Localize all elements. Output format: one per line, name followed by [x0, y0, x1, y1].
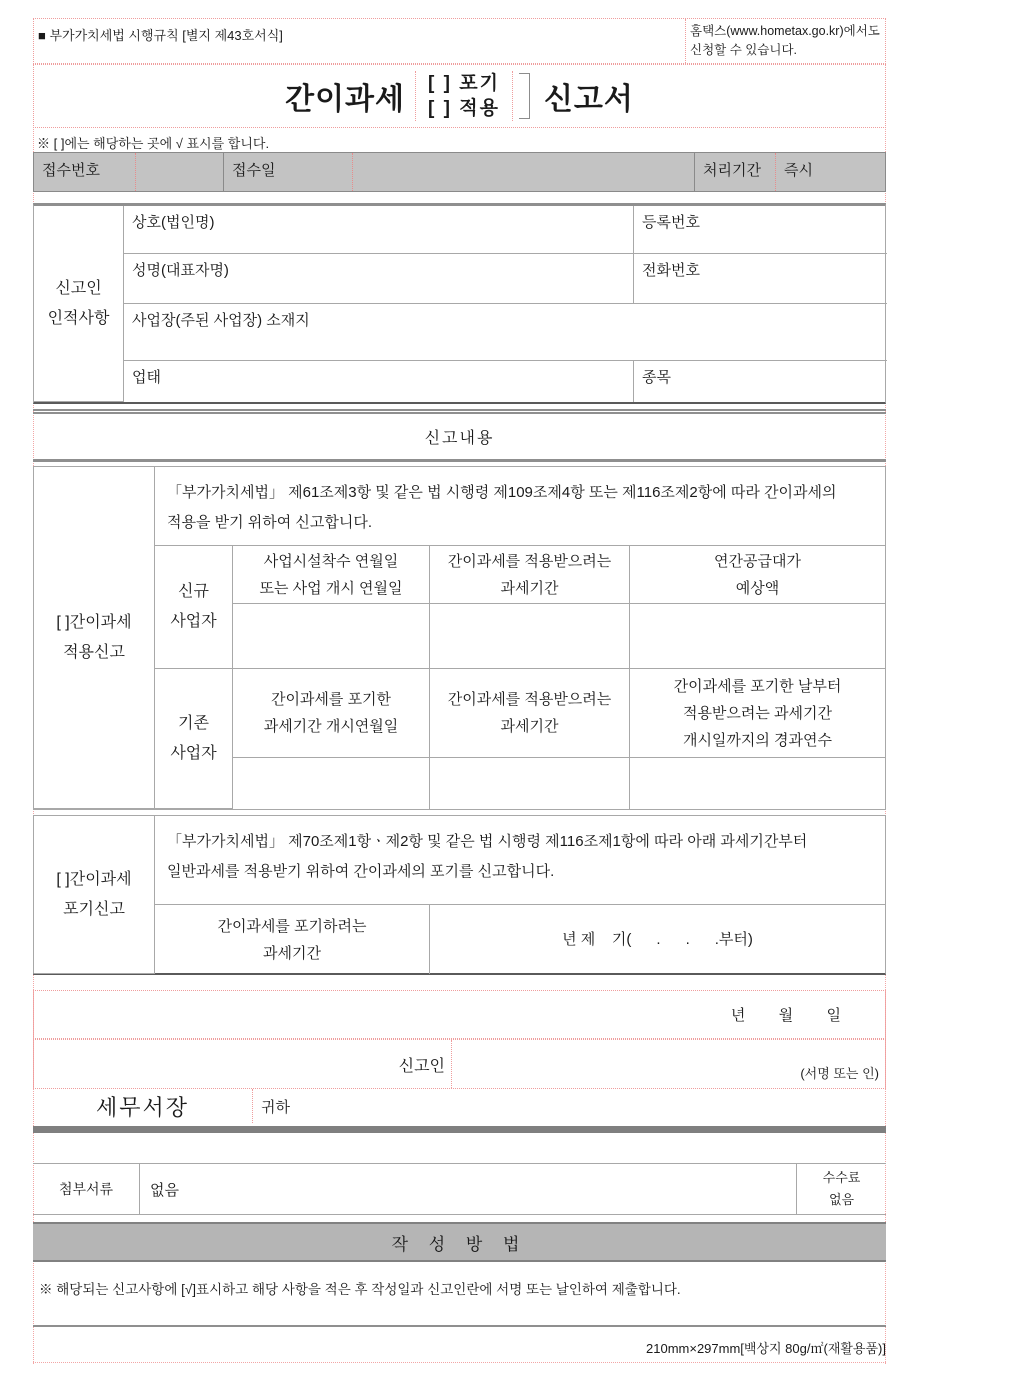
apply-section-label — [34, 467, 155, 809]
processing-period-value: 즉시 — [784, 162, 813, 179]
applicant-section-label-line2: 인적사항 — [47, 309, 110, 327]
waive-section-label — [34, 816, 155, 974]
exist-waive-date-header — [233, 669, 430, 758]
exist-waive-date-header-line1: 간이과세를 포기한 — [270, 691, 392, 708]
paper-spec-note: 210mm×297mm[백상지 80g/㎡(재활용품)] — [646, 1341, 886, 1356]
title-bracket-icon — [519, 73, 530, 119]
biz-name-label: 상호(법인명) — [132, 214, 215, 231]
receipt-date-value[interactable] — [353, 153, 695, 191]
new-taxperiod-header — [430, 546, 630, 604]
exist-elapsed-header-line1: 간이과세를 포기한 날부터 — [673, 677, 842, 695]
waive-statement: 「부가가치세법」 제70조제1항ㆍ제2항 및 같은 법 시행령 제116조제1항에 따라 아래 과세기간부터 일반과세를 적용받기 위하여 간이과세의 포기를 신고합니다. — [155, 816, 885, 905]
new-taxperiod-input[interactable] — [430, 604, 630, 669]
apply-statement: 「부가가치세법」 제61조제3항 및 같은 법 시행령 제109조제4항 또는 제116조제2항에 따라 간이과세의 적용을 받기 위하여 신고합니다. — [155, 467, 885, 546]
apply-section-checkbox-label[interactable]: [ ]간이과세 — [56, 613, 132, 631]
waive-checkbox-option[interactable]: [ ] 포기 — [428, 73, 500, 94]
exist-elapsed-header-line3: 개시일까지의 경과연수 — [682, 731, 833, 749]
exist-taxperiod-header — [430, 669, 630, 758]
exist-business-label — [155, 669, 233, 809]
new-supply-header-line2: 예상액 — [735, 579, 780, 597]
taxoffice-name-field[interactable]: 세무서장 — [33, 1089, 253, 1123]
declarant-row — [33, 1039, 886, 1089]
reg-no-field[interactable] — [634, 206, 887, 254]
honorific-label: 귀하 — [261, 1098, 290, 1116]
new-supply-header — [630, 546, 885, 604]
form-regulation-note: ■ 부가가치세법 시행규칙 [별지 제43호서식] — [34, 19, 686, 63]
section-divider-band — [33, 1126, 886, 1133]
method-note: ※ 해당되는 신고사항에 [√]표시하고 해당 사항을 적은 후 작성일과 신고인란에 서명 또는 날인하여 제출합니다. — [39, 1282, 681, 1297]
biz-item-label: 종목 — [642, 369, 671, 386]
hometax-note-line2: 신청할 수 있습니다. — [690, 43, 798, 57]
address-label: 사업장(주된 사업장) 소재지 — [132, 312, 310, 329]
new-start-date-header-line2: 또는 사업 개시 연월일 — [259, 579, 403, 597]
exist-waive-date-header-line2: 과세기간 개시연월일 — [263, 718, 399, 735]
new-taxperiod-header-line2: 과세기간 — [500, 579, 559, 597]
waive-period-header-line1: 간이과세를 포기하려는 — [217, 917, 367, 935]
exist-taxperiod-header-line1: 간이과세를 적용받으려는 — [447, 691, 612, 708]
fee-value: 없음 — [828, 1192, 855, 1207]
receipt-number-label: 접수번호 — [34, 153, 136, 191]
new-business-label-line1: 신규 — [178, 583, 209, 600]
applicant-section-label-line1: 신고인 — [55, 279, 102, 297]
top-strip — [33, 18, 886, 64]
exist-taxperiod-header-line2: 과세기간 — [500, 718, 559, 735]
exist-business-label-line2: 사업자 — [170, 744, 217, 762]
apply-section-label-line2: 적용신고 — [63, 643, 125, 661]
title-prefix: 간이과세 — [285, 83, 406, 116]
sign-note: (서명 또는 인) — [800, 1066, 879, 1081]
new-business-label — [155, 546, 233, 669]
report-date-placeholder: 년 월 일 — [730, 1007, 841, 1024]
new-supply-header-line1: 연간공급대가 — [714, 552, 801, 570]
hometax-note — [686, 19, 885, 63]
fee-label: 수수료 — [822, 1170, 861, 1185]
waive-section-label-line2: 포기신고 — [63, 900, 125, 918]
exist-elapsed-header-line2: 적용받으려는 과세기간 — [682, 704, 833, 722]
applicant-info-table — [33, 203, 886, 404]
applicant-section-label — [34, 206, 124, 402]
exist-elapsed-input[interactable] — [630, 758, 885, 809]
waive-period-header — [155, 905, 430, 974]
receipt-header-row — [33, 152, 886, 192]
exist-business-label-line1: 기존 — [178, 714, 209, 732]
fee-cell — [797, 1164, 886, 1214]
method-section-header: 작 성 방 법 — [33, 1222, 886, 1262]
report-content-header: 신고내용 — [33, 409, 886, 462]
processing-period-label: 처리기간 — [695, 153, 776, 191]
name-field[interactable] — [124, 254, 634, 304]
attachment-row — [33, 1163, 886, 1215]
declarant-sign-field[interactable] — [452, 1040, 885, 1088]
address-field[interactable] — [124, 304, 887, 361]
new-taxperiod-header-line1: 간이과세를 적용받으려는 — [447, 552, 612, 570]
waive-period-value[interactable]: 년 제 기( . . .부터) — [562, 931, 753, 948]
waive-period-header-line2: 과세기간 — [263, 944, 321, 962]
declarant-label: 신고인 — [34, 1040, 452, 1088]
taxoffice-row — [33, 1089, 886, 1123]
exist-elapsed-header — [630, 669, 885, 758]
apply-section-table — [33, 466, 886, 810]
receipt-number-value[interactable] — [136, 153, 224, 191]
new-start-date-header — [233, 546, 430, 604]
hometax-note-line1: 홈택스(www.hometax.go.kr)에서도 — [690, 24, 880, 38]
biz-type-label: 업태 — [132, 369, 161, 386]
new-business-label-line2: 사업자 — [170, 613, 217, 630]
exist-taxperiod-input[interactable] — [430, 758, 630, 809]
form-title — [33, 64, 886, 128]
apply-checkbox-option[interactable]: [ ] 적용 — [428, 98, 500, 119]
waive-section-table — [33, 815, 886, 975]
biz-name-field[interactable] — [124, 206, 634, 254]
new-start-date-header-line1: 사업시설착수 연월일 — [263, 552, 399, 570]
receipt-date-label: 접수일 — [224, 153, 353, 191]
attachment-label: 첨부서류 — [33, 1164, 140, 1214]
biz-type-field[interactable] — [124, 361, 634, 402]
new-supply-input[interactable] — [630, 604, 885, 669]
form-body — [33, 0, 886, 1395]
reg-no-label: 등록번호 — [642, 214, 700, 231]
new-start-date-input[interactable] — [233, 604, 430, 669]
name-label: 성명(대표자명) — [132, 262, 229, 279]
footer-row — [33, 1325, 886, 1363]
biz-item-field[interactable] — [634, 361, 887, 402]
phone-field[interactable] — [634, 254, 887, 304]
phone-label: 전화번호 — [642, 262, 700, 279]
title-options — [415, 71, 513, 121]
check-mark-note: ※ [ ]에는 해당하는 곳에 √ 표시를 합니다. — [37, 136, 270, 151]
report-date-field[interactable] — [33, 990, 886, 1039]
exist-waive-date-input[interactable] — [233, 758, 430, 809]
attachment-value: 없음 — [140, 1164, 797, 1214]
title-suffix: 신고서 — [543, 83, 634, 116]
waive-section-checkbox-label[interactable]: [ ]간이과세 — [56, 870, 132, 888]
